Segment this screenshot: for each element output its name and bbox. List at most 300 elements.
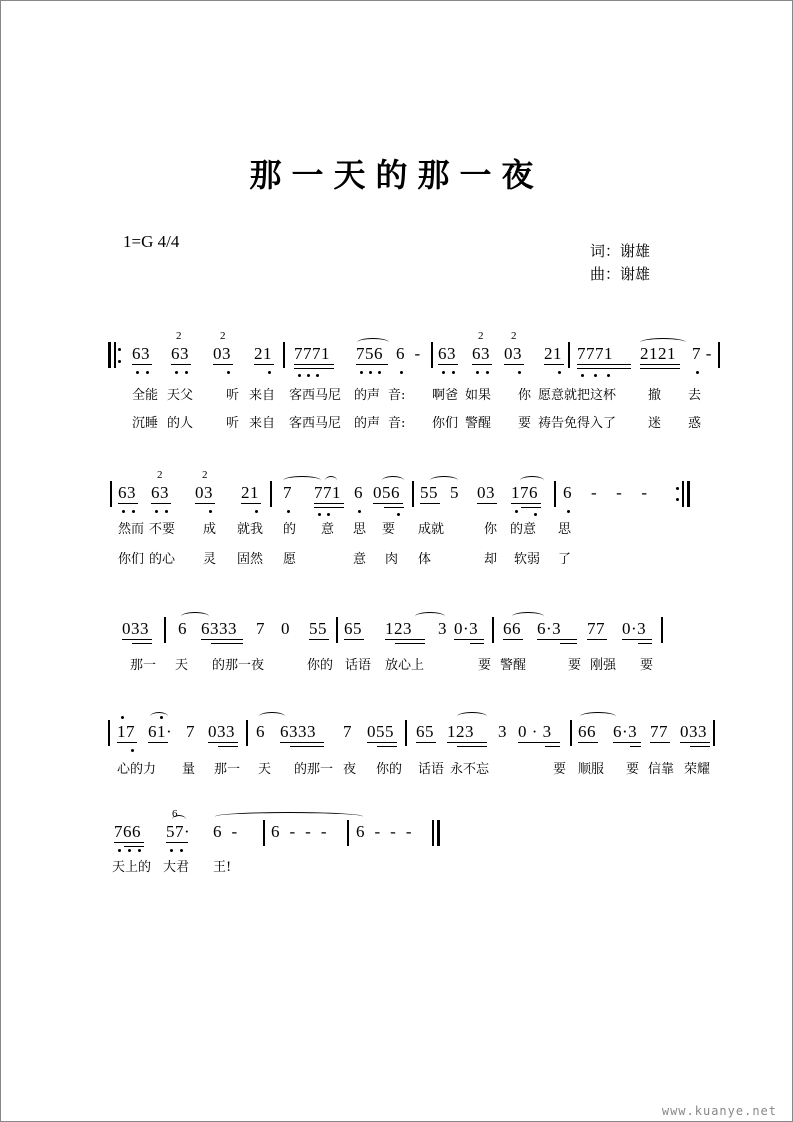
slur [512,612,544,621]
lyric: 惑 [688,416,702,431]
note-group: 0 · 3 [518,722,552,741]
note-group: 2121 [640,344,676,363]
underline-beam [294,364,334,365]
underline-beam [309,639,329,640]
note-group: 03 [195,483,213,502]
underline-beam [690,746,710,747]
repeat-dot [676,498,679,501]
note-group: 771 [314,483,341,502]
repeat-dot [118,348,121,351]
underline-beam [560,643,577,644]
barline [270,481,272,507]
underline-beam [117,742,137,743]
lyric: 要 [518,416,532,431]
underline-beam [640,364,680,365]
low-octave-dot [287,510,290,513]
note-group: 7771 [294,344,330,363]
underline-beam [650,742,670,743]
low-octave-dot [128,849,131,852]
low-octave-dot [442,371,445,374]
underline-beam [171,364,191,365]
underline-beam [537,639,577,640]
lyric: 然而 [118,522,145,537]
note-group: 66 [578,722,596,741]
slur [181,612,209,621]
lyric: 要 [553,762,567,777]
underline-beam [213,364,233,365]
underline-beam [385,639,425,640]
barline [432,820,434,846]
barline [263,820,265,846]
underline-beam [367,742,397,743]
underline-beam [640,368,680,369]
barline [164,617,166,643]
lyric: 的心 [149,552,176,567]
note-group: 6·3 [537,619,562,638]
low-octave-dot [146,371,149,374]
lyric: 心的力 [117,762,157,777]
lyric: 思 [353,522,367,537]
lyric: 的人 [167,416,194,431]
song-title: 那一天的那一夜 [249,156,544,194]
lyric: 愿 [283,552,297,567]
lyric: 音: [388,416,406,431]
note-group: 6333 [201,619,237,638]
note-group: 6333 [280,722,316,741]
barline [283,342,285,368]
note-group: 5 [450,483,459,502]
note-group: 7771 [577,344,613,363]
lyric: 思 [558,522,572,537]
underline-beam [208,742,238,743]
lyric: 不要 [149,522,176,537]
grace-note: 6 [172,808,178,820]
underline-beam [166,842,188,843]
underline-beam [477,503,497,504]
note-group: 77 [650,722,668,741]
underline-beam [613,742,641,743]
barline [412,481,414,507]
low-octave-dot [180,849,183,852]
underline-beam [504,364,524,365]
lyric: 来自 [249,416,276,431]
note-group: 123 [447,722,474,741]
note-group: 0 [281,619,290,638]
note-group: 6 [178,619,187,638]
note-group: 61· [148,722,173,741]
slur [580,712,616,721]
barline [661,617,663,643]
low-octave-dot [486,371,489,374]
note-group: 7 [256,619,265,638]
note-group: 033 [680,722,707,741]
note-group: 123 [385,619,412,638]
low-octave-dot [452,371,455,374]
lyric: 却 [484,552,498,567]
repeat-end-barline [687,481,690,507]
underline-beam [511,503,541,504]
underline-beam [503,639,523,640]
lyric: 夜 [343,762,357,777]
note-group: 7 - [692,344,712,363]
underline-beam [211,643,243,644]
lyric: 祷告免得入了 [538,416,617,431]
note-group: 21 [241,483,259,502]
low-octave-dot [515,510,518,513]
underline-beam [314,503,344,504]
lyric: 的意 [510,522,537,537]
lyric: 量 [182,762,196,777]
slur [520,476,544,485]
lyric: 撤 [648,388,662,403]
underline-beam [377,746,397,747]
note-group: 63 [151,483,169,502]
note-group: 033 [208,722,235,741]
lyric: 天 [258,762,272,777]
lyric: 要 [478,658,492,673]
underline-beam [577,364,631,365]
note-group: 17 [117,722,135,741]
lyric: 警醒 [465,416,492,431]
lyric: 灵 [203,552,217,567]
note-group: 6 - [396,344,421,363]
underline-beam [294,368,334,369]
lyric: 来自 [249,388,276,403]
barline [568,342,570,368]
low-octave-dot [518,371,521,374]
note-group: 3 [438,619,447,638]
underline-beam [544,364,564,365]
lyric: 要 [568,658,582,673]
note-group: 66 [503,619,521,638]
lyric: 全能 [132,388,159,403]
low-octave-dot [227,371,230,374]
low-octave-dot [369,371,372,374]
underline-beam [124,846,144,847]
note-group: 176 [511,483,538,502]
barline [108,720,110,746]
lyric: 话语 [418,762,445,777]
lyric: 了 [558,552,572,567]
slur [283,476,321,485]
lyric: 肉 [385,552,399,567]
underline-beam [132,364,152,365]
note-group: 3 [498,722,507,741]
grace-note: 2 [202,469,208,481]
slur [172,815,186,824]
low-octave-dot [175,371,178,374]
underline-beam [577,368,631,369]
low-octave-dot [165,510,168,513]
underline-beam [241,503,261,504]
note-group: 65 [416,722,434,741]
low-octave-dot [185,371,188,374]
slur [430,476,458,485]
underline-beam [395,643,425,644]
underline-beam [373,503,403,504]
underline-beam [290,746,324,747]
lyric: 体 [418,552,432,567]
note-group: 63 [438,344,456,363]
grace-note: 2 [176,330,182,342]
high-octave-dot [121,716,124,719]
lyric: 你 [484,522,498,537]
lyric: 荣耀 [684,762,711,777]
barline [246,720,248,746]
underline-beam [472,364,492,365]
barline [336,617,338,643]
lyric: 意 [321,522,335,537]
low-octave-dot [170,849,173,852]
grace-note: 2 [511,330,517,342]
lyric: 你的 [376,762,403,777]
lyric: 天上的 [112,860,152,875]
barline [713,720,715,746]
lyric: 听 [226,388,240,403]
underline-beam [470,643,484,644]
slur [325,476,337,485]
lyric: 要 [640,658,654,673]
low-octave-dot [268,371,271,374]
note-group: 6 - - - [271,822,327,841]
low-octave-dot [534,513,537,516]
underline-beam [254,364,274,365]
underline-beam [218,746,238,747]
key-signature: 1=G 4/4 [123,232,180,251]
underline-beam [148,742,168,743]
low-octave-dot [327,513,330,516]
note-group: 7 [186,722,195,741]
barline [492,617,494,643]
note-group: 63 [171,344,189,363]
slur [640,338,686,347]
low-octave-dot [316,374,319,377]
repeat-start-barline [108,342,111,368]
underline-beam [122,639,152,640]
note-group: 0·3 [622,619,647,638]
low-octave-dot [696,371,699,374]
repeat-dot [676,487,679,490]
underline-beam [114,842,144,843]
note-group: 55 [420,483,438,502]
lyric: 要 [382,522,396,537]
underline-beam [638,643,652,644]
low-octave-dot [581,374,584,377]
underline-beam [132,643,152,644]
note-group: 63 [472,344,490,363]
low-octave-dot [132,510,135,513]
lyric: 的声 [354,388,381,403]
low-octave-dot [138,849,141,852]
underline-beam [280,742,324,743]
lyric: 客西马尼 [289,388,342,403]
note-group: 55 [309,619,327,638]
website-watermark: www.kuanye.net [661,1104,777,1118]
underline-beam [518,742,560,743]
lyric: 的那一 [294,762,334,777]
underline-beam [454,639,484,640]
underline-beam [438,364,458,365]
low-octave-dot [607,374,610,377]
low-octave-dot [378,371,381,374]
lyric: 听 [226,416,240,431]
note-group: 57· [166,822,191,841]
note-group: 756 [356,344,383,363]
barline [570,720,572,746]
barline [114,342,116,368]
low-octave-dot [476,371,479,374]
note-group: 77 [587,619,605,638]
note-group: 03 [504,344,522,363]
low-octave-dot [558,371,561,374]
underline-beam [457,746,487,747]
lyric: 成 [203,522,217,537]
low-octave-dot [307,374,310,377]
barline [718,342,720,368]
low-octave-dot [122,510,125,513]
note-group: 7 [343,722,352,741]
underline-beam [151,503,171,504]
low-octave-dot [131,749,134,752]
underline-beam [545,746,560,747]
lyricist-credit: 词：谢雄 [590,242,651,260]
note-group: 7 [283,483,292,502]
lyric: 去 [688,388,702,403]
note-group: 21 [254,344,272,363]
slur [150,712,168,721]
slur [415,612,445,621]
note-group: 0·3 [454,619,479,638]
lyric: 成就 [418,522,445,537]
underline-beam [680,742,710,743]
underline-beam [201,639,243,640]
lyric: 沉睡 [132,416,159,431]
note-group: 6 - - - [356,822,412,841]
low-octave-dot [155,510,158,513]
lyric: 警醒 [500,658,527,673]
note-group: 6·3 [613,722,638,741]
note-group: 766 [114,822,141,841]
underline-beam [447,742,487,743]
lyric: 客西马尼 [289,416,342,431]
barline [347,820,349,846]
low-octave-dot [118,849,121,852]
note-group: 6 - - - [563,483,648,502]
lyric: 啊爸 [432,388,459,403]
slur [457,712,487,721]
slur [382,476,404,485]
barline [110,481,112,507]
grace-note: 2 [478,330,484,342]
lyric: 就我 [237,522,264,537]
note-group: 63 [118,483,136,502]
underline-beam [587,639,607,640]
note-group: 03 [477,483,495,502]
underline-beam [622,639,652,640]
underline-beam [384,507,404,508]
lyric: 迷 [648,416,662,431]
low-octave-dot [397,513,400,516]
lyric: 的声 [354,416,381,431]
underline-beam [420,503,440,504]
note-group: 03 [213,344,231,363]
lyric: 天 [175,658,189,673]
underline-beam [521,507,541,508]
underline-beam [578,742,598,743]
slur [259,712,285,721]
note-group: 6 [354,483,363,502]
lyric: 意 [353,552,367,567]
note-group: 65 [344,619,362,638]
low-octave-dot [594,374,597,377]
note-group: 63 [132,344,150,363]
lyric: 你们 [432,416,459,431]
grace-note: 2 [220,330,226,342]
barline [405,720,407,746]
note-group: 6 - [213,822,238,841]
low-octave-dot [298,374,301,377]
underline-beam [416,742,436,743]
lyric: 永不忘 [450,762,490,777]
lyric: 放心上 [385,658,425,673]
low-octave-dot [567,510,570,513]
lyric: 信靠 [648,762,675,777]
slur [357,338,389,347]
grace-note: 2 [157,469,163,481]
lyric: 愿意就把这杯 [538,388,617,403]
lyric: 的 [283,522,297,537]
underline-beam [118,503,138,504]
underline-beam [314,507,344,508]
lyric: 你 [518,388,532,403]
underline-beam [356,364,388,365]
low-octave-dot [209,510,212,513]
note-group: 6 [256,722,265,741]
composer-credit: 曲：谢雄 [590,265,651,283]
underline-beam [195,503,215,504]
barline [682,481,684,507]
underline-beam [630,746,641,747]
tie [215,812,363,821]
lyric: 如果 [465,388,492,403]
underline-beam [344,639,364,640]
low-octave-dot [400,371,403,374]
lyric: 那一 [214,762,241,777]
lyric: 那一 [130,658,157,673]
lyric: 刚强 [590,658,617,673]
lyric: 你的 [307,658,334,673]
note-group: 056 [373,483,400,502]
lyric: 顺服 [578,762,605,777]
low-octave-dot [136,371,139,374]
lyric: 要 [626,762,640,777]
lyric: 固然 [237,552,264,567]
lyric: 你们 [118,552,145,567]
lyric: 王! [213,860,232,875]
repeat-dot [118,360,121,363]
note-group: 21 [544,344,562,363]
note-group: 033 [122,619,149,638]
low-octave-dot [318,513,321,516]
lyric: 话语 [345,658,372,673]
final-barline [437,820,440,846]
note-group: 055 [367,722,394,741]
barline [431,342,433,368]
low-octave-dot [358,510,361,513]
lyric: 的那一夜 [212,658,265,673]
lyric: 天父 [167,388,194,403]
credits [590,240,650,286]
